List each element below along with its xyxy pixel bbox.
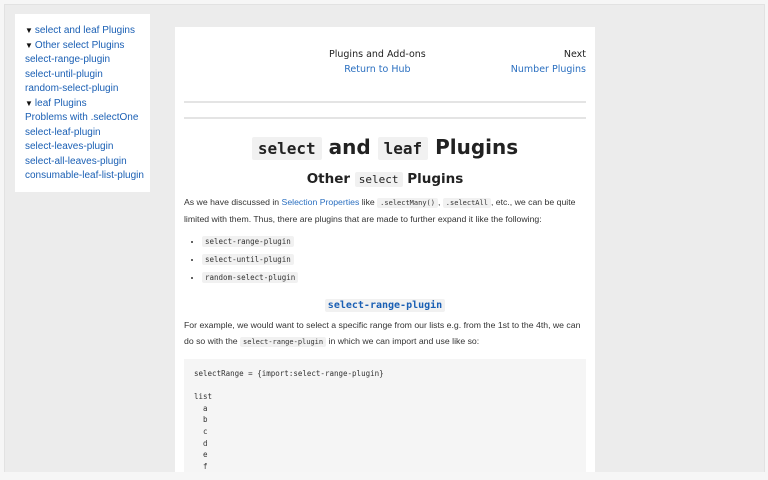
plugin-list [202,233,586,287]
section-title: Plugins and Add-ons [329,49,426,60]
table-of-contents [15,14,150,192]
list-item [202,233,586,251]
text: , [437,197,443,207]
toc-select-until-plugin[interactable]: select-until-plugin [25,68,103,80]
inline-code: .selectMany() [377,198,438,208]
inline-code: random-select-plugin [202,272,298,283]
page-title [184,133,586,163]
selection-properties-link[interactable]: Selection Properties [281,197,360,207]
toc-random-select-plugin[interactable]: random-select-plugin [25,83,119,94]
list-item [202,251,586,269]
text: For example, we would want to select a specific range from our lists e.g. from the 1st to the 4th, we can do so with the [184,320,581,346]
collapse-triangle-icon[interactable]: ▼ [25,98,33,108]
text: like [359,197,378,207]
title-text: Plugins [435,135,519,159]
intro-paragraph [184,195,586,227]
collapse-triangle-icon[interactable]: ▼ [25,26,33,35]
toc-select-all-leaves-plugin[interactable]: select-all-leaves-plugin [25,155,127,167]
toc-other-select-plugins[interactable]: ▼ Other select Plugins [25,39,125,51]
main-content [175,5,595,472]
toc-consumable-leaf-list-plugin[interactable]: consumable-leaf-list-plugin [25,170,144,181]
next-label: Next [563,49,586,60]
return-to-hub-link[interactable]: Return to Hub [344,64,411,75]
heading-text: Plugins [407,171,464,187]
toc-select-leaf-plugin[interactable]: select-leaf-plugin [25,126,101,138]
title-code: leaf [378,137,429,160]
toc-leaf-plugins[interactable]: ▼ leaf Plugins [25,97,87,109]
heading-code: select [355,172,403,187]
text: As we have discussed in [184,197,282,207]
list-item [202,269,586,287]
inline-code: select-until-plugin [202,254,294,265]
toc-problems-with-selectone[interactable]: Problems with .selectOne [25,112,139,123]
inline-code: .selectAll [443,198,491,208]
toc-select-range-plugin[interactable]: select-range-plugin [25,54,111,65]
toc-select-and-leaf-plugins[interactable]: ▼ select and leaf Plugins [25,25,135,36]
subsection-heading [184,293,586,316]
toc-select-leaves-plugin[interactable]: select-leaves-plugin [25,141,114,152]
section-heading [184,169,586,190]
example-paragraph [184,318,586,350]
inline-code: select-range-plugin [240,337,326,347]
next-page-link[interactable]: Number Plugins [510,64,586,75]
text: , etc., we can be quite limited with them. Thus, there are plugins that are made to further expand it like the following: [184,197,576,224]
code-block: selectRange = {import:select-range-plugin} list a b c d e f [184,359,586,472]
title-text: and [328,135,371,159]
inline-code: select-range-plugin [202,236,294,247]
text: in which we can import and use like so: [326,335,480,346]
collapse-triangle-icon[interactable]: ▼ [25,40,33,50]
page-navigation [184,27,586,77]
divider [184,117,586,119]
divider [184,101,586,103]
page-frame [4,4,765,472]
heading-code: select-range-plugin [325,299,445,312]
heading-text: Other [306,171,351,187]
title-code: select [252,137,322,160]
